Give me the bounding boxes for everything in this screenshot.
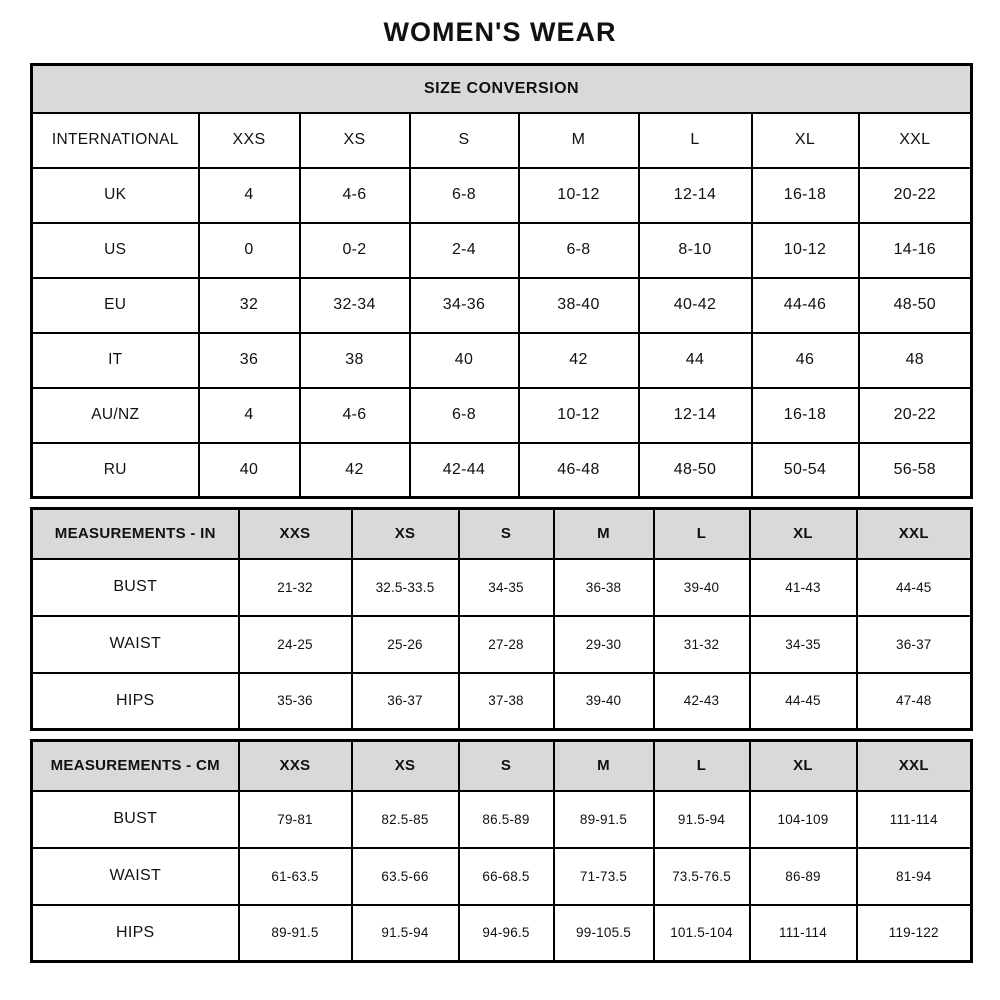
- cell-value: 44-46: [752, 278, 859, 333]
- size-conversion-title: SIZE CONVERSION: [32, 65, 972, 113]
- cell-value: 82.5-85: [352, 791, 459, 848]
- cell-value: M: [519, 113, 639, 168]
- cell-value: 91.5-94: [352, 905, 459, 962]
- cell-value: 6-8: [519, 223, 639, 278]
- row-label: MEASUREMENTS - CM: [32, 741, 239, 791]
- size-conversion-row: [32, 113, 972, 168]
- row-label: IT: [32, 333, 199, 388]
- cell-value: XL: [750, 741, 857, 791]
- cell-value: 34-35: [750, 616, 857, 673]
- cell-value: 4: [199, 168, 300, 223]
- cell-value: 36: [199, 333, 300, 388]
- cell-value: S: [459, 509, 554, 559]
- cell-value: 12-14: [639, 168, 752, 223]
- cell-value: 46: [752, 333, 859, 388]
- cell-value: 111-114: [750, 905, 857, 962]
- cell-value: XXS: [239, 509, 352, 559]
- measurements-cm-header-row: [32, 741, 972, 791]
- size-conversion-table: [30, 63, 973, 499]
- cell-value: 32.5-33.5: [352, 559, 459, 616]
- size-conversion-title-row: [32, 65, 972, 113]
- cell-value: 6-8: [410, 388, 519, 443]
- cell-value: XL: [752, 113, 859, 168]
- row-label: INTERNATIONAL: [32, 113, 199, 168]
- cell-value: 27-28: [459, 616, 554, 673]
- cell-value: 0-2: [300, 223, 410, 278]
- row-label: BUST: [32, 791, 239, 848]
- cell-value: 16-18: [752, 388, 859, 443]
- cell-value: 10-12: [752, 223, 859, 278]
- cell-value: 56-58: [859, 443, 972, 498]
- row-label: BUST: [32, 559, 239, 616]
- row-label: AU/NZ: [32, 388, 199, 443]
- row-label: WAIST: [32, 848, 239, 905]
- cell-value: 44: [639, 333, 752, 388]
- cell-value: 47-48: [857, 673, 972, 730]
- cell-value: 86.5-89: [459, 791, 554, 848]
- cell-value: 104-109: [750, 791, 857, 848]
- cell-value: 20-22: [859, 168, 972, 223]
- cell-value: 44-45: [750, 673, 857, 730]
- measurements-cm-table: [30, 739, 973, 963]
- cell-value: 6-8: [410, 168, 519, 223]
- cell-value: 31-32: [654, 616, 750, 673]
- cell-value: 40: [199, 443, 300, 498]
- cell-value: 48-50: [859, 278, 972, 333]
- cell-value: 34-35: [459, 559, 554, 616]
- cell-value: 81-94: [857, 848, 972, 905]
- cell-value: XXL: [857, 741, 972, 791]
- cell-value: 73.5-76.5: [654, 848, 750, 905]
- cell-value: L: [639, 113, 752, 168]
- row-label: EU: [32, 278, 199, 333]
- measurements-in-row: [32, 673, 972, 730]
- cell-value: 29-30: [554, 616, 654, 673]
- cell-value: 4-6: [300, 388, 410, 443]
- size-conversion-row: [32, 388, 972, 443]
- cell-value: 4-6: [300, 168, 410, 223]
- cell-value: S: [459, 741, 554, 791]
- cell-value: 36-37: [352, 673, 459, 730]
- cell-value: 21-32: [239, 559, 352, 616]
- cell-value: 2-4: [410, 223, 519, 278]
- size-conversion-row: [32, 223, 972, 278]
- cell-value: 101.5-104: [654, 905, 750, 962]
- page-title: WOMEN'S WEAR: [383, 17, 617, 47]
- cell-value: XXS: [239, 741, 352, 791]
- cell-value: 79-81: [239, 791, 352, 848]
- row-label: HIPS: [32, 905, 239, 962]
- row-label: HIPS: [32, 673, 239, 730]
- cell-value: 41-43: [750, 559, 857, 616]
- row-label: RU: [32, 443, 199, 498]
- size-conversion-row: [32, 333, 972, 388]
- cell-value: 32: [199, 278, 300, 333]
- cell-value: 48: [859, 333, 972, 388]
- cell-value: XXS: [199, 113, 300, 168]
- cell-value: 32-34: [300, 278, 410, 333]
- cell-value: 42: [300, 443, 410, 498]
- cell-value: 94-96.5: [459, 905, 554, 962]
- cell-value: 42: [519, 333, 639, 388]
- measurements-in-table: [30, 507, 973, 731]
- cell-value: 0: [199, 223, 300, 278]
- cell-value: M: [554, 509, 654, 559]
- cell-value: 24-25: [239, 616, 352, 673]
- cell-value: XS: [352, 509, 459, 559]
- measurements-in-header-row: [32, 509, 972, 559]
- size-conversion-row: [32, 278, 972, 333]
- cell-value: M: [554, 741, 654, 791]
- cell-value: 10-12: [519, 168, 639, 223]
- cell-value: 111-114: [857, 791, 972, 848]
- cell-value: 61-63.5: [239, 848, 352, 905]
- cell-value: XL: [750, 509, 857, 559]
- cell-value: XS: [300, 113, 410, 168]
- measurements-cm-row: [32, 848, 972, 905]
- cell-value: 63.5-66: [352, 848, 459, 905]
- cell-value: 8-10: [639, 223, 752, 278]
- cell-value: 25-26: [352, 616, 459, 673]
- cell-value: 119-122: [857, 905, 972, 962]
- cell-value: 91.5-94: [654, 791, 750, 848]
- cell-value: 99-105.5: [554, 905, 654, 962]
- row-label: WAIST: [32, 616, 239, 673]
- cell-value: 35-36: [239, 673, 352, 730]
- cell-value: 42-43: [654, 673, 750, 730]
- cell-value: 66-68.5: [459, 848, 554, 905]
- size-conversion-row: [32, 168, 972, 223]
- cell-value: 42-44: [410, 443, 519, 498]
- size-conversion-row: [32, 443, 972, 498]
- cell-value: S: [410, 113, 519, 168]
- cell-value: 46-48: [519, 443, 639, 498]
- cell-value: L: [654, 741, 750, 791]
- cell-value: 34-36: [410, 278, 519, 333]
- cell-value: 48-50: [639, 443, 752, 498]
- cell-value: XS: [352, 741, 459, 791]
- cell-value: 39-40: [554, 673, 654, 730]
- cell-value: XXL: [859, 113, 972, 168]
- cell-value: 16-18: [752, 168, 859, 223]
- cell-value: 38: [300, 333, 410, 388]
- cell-value: 12-14: [639, 388, 752, 443]
- cell-value: 40-42: [639, 278, 752, 333]
- cell-value: 71-73.5: [554, 848, 654, 905]
- measurements-in-row: [32, 616, 972, 673]
- cell-value: 86-89: [750, 848, 857, 905]
- cell-value: 89-91.5: [239, 905, 352, 962]
- cell-value: 50-54: [752, 443, 859, 498]
- cell-value: 37-38: [459, 673, 554, 730]
- cell-value: 4: [199, 388, 300, 443]
- cell-value: 40: [410, 333, 519, 388]
- row-label: US: [32, 223, 199, 278]
- cell-value: 36-38: [554, 559, 654, 616]
- row-label: MEASUREMENTS - IN: [32, 509, 239, 559]
- measurements-in-row: [32, 559, 972, 616]
- cell-value: 10-12: [519, 388, 639, 443]
- cell-value: 38-40: [519, 278, 639, 333]
- cell-value: 44-45: [857, 559, 972, 616]
- cell-value: 39-40: [654, 559, 750, 616]
- cell-value: 36-37: [857, 616, 972, 673]
- measurements-cm-row: [32, 791, 972, 848]
- measurements-cm-row: [32, 905, 972, 962]
- cell-value: L: [654, 509, 750, 559]
- row-label: UK: [32, 168, 199, 223]
- cell-value: 20-22: [859, 388, 972, 443]
- cell-value: XXL: [857, 509, 972, 559]
- cell-value: 14-16: [859, 223, 972, 278]
- cell-value: 89-91.5: [554, 791, 654, 848]
